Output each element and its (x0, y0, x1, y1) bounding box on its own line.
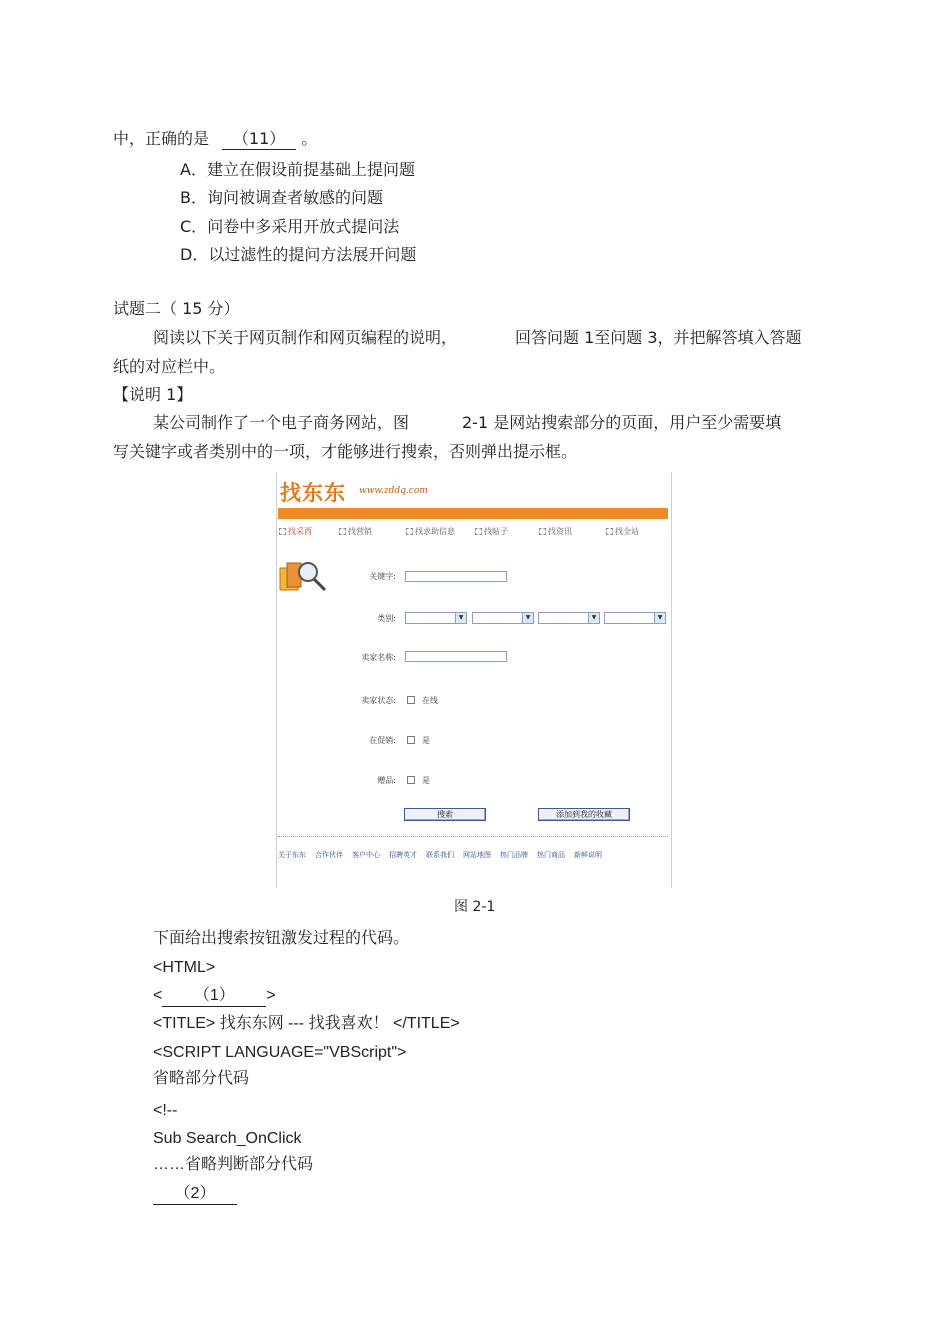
chevron-down-icon: ▼ (455, 613, 466, 623)
promo-checkbox[interactable] (407, 736, 415, 744)
search-magnifier-icon (278, 558, 330, 594)
nav-label: 找求助信息 (415, 527, 455, 536)
footer-link[interactable]: 关于东东 (278, 851, 306, 859)
seller-name-label: 卖家名称: (361, 653, 396, 662)
option-text: 建立在假设前提基础上提问题 (206, 160, 415, 179)
footer-link[interactable]: 网站地图 (463, 851, 491, 859)
code-line-blank-2 (153, 1184, 237, 1205)
site-url: www.zddq.com (359, 486, 428, 496)
footer-link[interactable]: 招聘英才 (389, 851, 417, 859)
option-key: D． (180, 245, 209, 264)
promo-label: 在促销: (369, 736, 396, 745)
site-logo: 找东东 (280, 480, 346, 505)
broken-image-icon (606, 528, 613, 535)
code-line-omitted: 省略部分代码 (153, 1070, 250, 1087)
add-favorite-button[interactable]: 添加到我的收藏 (538, 808, 630, 821)
code-line-blank-1 (153, 986, 276, 1007)
broken-image-icon (539, 528, 546, 535)
nav-label: 找帖子 (484, 527, 508, 536)
answer-blank-1: （1） (162, 986, 266, 1007)
broken-image-icon (475, 528, 482, 535)
answer-blank-2: （2） (153, 1184, 237, 1205)
code-line-omitted-check: ……省略判断部分代码 (153, 1156, 314, 1173)
promo-option-label: 是 (422, 736, 430, 745)
option-c (180, 217, 399, 237)
intro-line-2: 纸的对应栏中。 (113, 357, 226, 376)
broken-image-icon (406, 528, 413, 535)
header-bar (278, 508, 668, 519)
nav-item-6[interactable] (606, 526, 639, 537)
code-line-title: <TITLE> 找东东网 --- 找我喜欢！ </TITLE> (153, 1015, 460, 1032)
code-line-comment: <!-- (153, 1102, 178, 1119)
desc-line-1a: 某公司制作了一个电子商务网站，图 (153, 413, 410, 432)
nav-item-3[interactable] (406, 526, 455, 537)
footer-link[interactable]: 合作伙伴 (315, 851, 343, 859)
seller-online-label: 在线 (422, 696, 438, 705)
nav-label: 找采西 (288, 527, 312, 536)
question-suffix: 。 (301, 129, 318, 148)
option-b (180, 188, 383, 208)
broken-image-icon (339, 528, 346, 535)
seller-name-input[interactable] (405, 651, 507, 662)
code-bracket-close: > (266, 987, 276, 1004)
code-intro: 下面给出搜索按钮激发过程的代码。 (153, 928, 410, 947)
chevron-down-icon: ▼ (654, 613, 665, 623)
category-select-4[interactable] (604, 612, 666, 624)
footer-link[interactable]: 联系我们 (426, 851, 454, 859)
code-bracket-open: < (153, 987, 163, 1004)
intro-line-1b: 回答问题 1至问题 3，并把解答填入答题 (515, 328, 802, 347)
option-text: 询问被调查者敏感的问题 (206, 188, 383, 207)
broken-image-icon (279, 528, 286, 535)
category-select-2[interactable] (472, 612, 534, 624)
nav-label: 找资讯 (548, 527, 572, 536)
section-title: 试题二（ 15 分） (113, 299, 240, 318)
nav-item-4[interactable] (475, 526, 508, 537)
category-label: 类别: (377, 614, 396, 623)
option-key: C． (180, 217, 208, 236)
keyword-input[interactable] (405, 571, 507, 582)
search-button[interactable]: 搜索 (404, 808, 486, 821)
category-select-1[interactable] (405, 612, 467, 624)
category-select-3[interactable] (538, 612, 600, 624)
desc-line-1b: 2-1 是网站搜索部分的页面，用户至少需要填 (462, 413, 782, 432)
option-a (180, 160, 415, 180)
option-key: B． (180, 188, 207, 207)
intro-line-1a: 阅读以下关于网页制作和网页编程的说明， (153, 328, 458, 347)
nav-item-1[interactable] (279, 526, 312, 537)
chevron-down-icon: ▼ (588, 613, 599, 623)
question-prefix: 中，正确的是 (113, 129, 210, 148)
option-d (180, 245, 416, 265)
option-text: 以过滤性的提问方法展开问题 (208, 245, 417, 264)
footer-link[interactable]: 新鲜说明 (574, 851, 602, 859)
gift-label: 赠品: (377, 776, 396, 785)
figure-caption: 图 2-1 (454, 899, 496, 915)
figure-2-1-screenshot (276, 472, 672, 888)
nav-item-2[interactable] (339, 526, 372, 537)
nav-label: 找营销 (348, 527, 372, 536)
option-text: 问卷中多采用开放式提问法 (207, 217, 400, 236)
seller-status-label: 卖家状态: (361, 696, 396, 705)
nav-label: 找全站 (615, 527, 639, 536)
code-line-script: <SCRIPT LANGUAGE="VBScript"> (153, 1044, 407, 1061)
footer-link[interactable]: 热门商品 (537, 851, 565, 859)
question-tail (113, 129, 317, 150)
code-line-html: <HTML> (153, 959, 216, 976)
option-key: A． (180, 160, 207, 179)
footer-links (278, 850, 602, 860)
footer-link[interactable]: 热门品牌 (500, 851, 528, 859)
footer-divider (278, 836, 668, 837)
seller-online-checkbox[interactable] (407, 696, 415, 704)
nav-item-5[interactable] (539, 526, 572, 537)
keyword-label: 关键字: (369, 572, 396, 581)
code-line-sub: Sub Search_OnClick (153, 1130, 302, 1147)
desc-line-2: 写关键字或者类别中的一项，才能够进行搜索，否则弹出提示框。 (113, 442, 578, 461)
gift-checkbox[interactable] (407, 776, 415, 784)
answer-blank-11: （11） (222, 129, 296, 150)
footer-link[interactable]: 客户中心 (352, 851, 380, 859)
chevron-down-icon: ▼ (522, 613, 533, 623)
note-heading: 【说明 1】 (113, 385, 193, 404)
gift-option-label: 是 (422, 776, 430, 785)
